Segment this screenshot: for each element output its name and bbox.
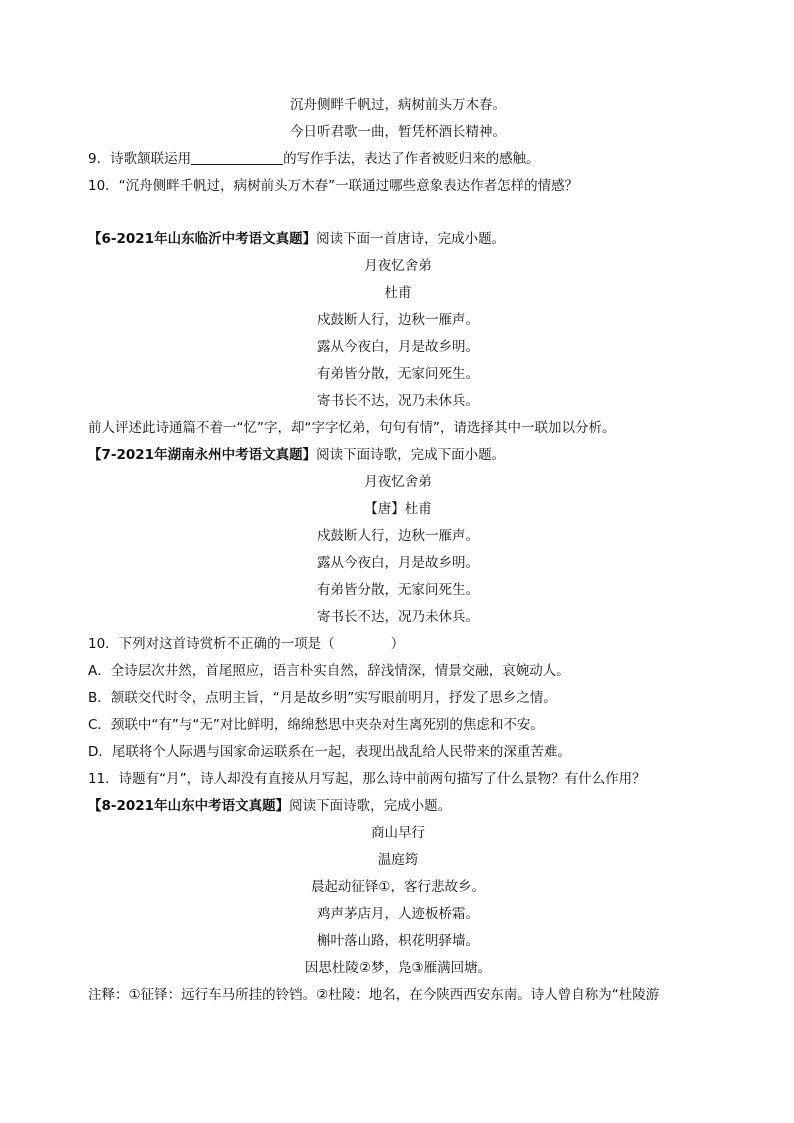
source-tag: 【7-2021年湖南永州中考语文真题】 xyxy=(88,447,317,463)
question-10 xyxy=(88,631,708,658)
section-intro: 阅读下面诗歌，完成下面小题。 xyxy=(316,447,506,463)
source-tag: 【8-2021年山东中考语文真题】 xyxy=(88,798,290,814)
section-header xyxy=(88,226,708,253)
poem-line: 寄书长不达，况乃未休兵。 xyxy=(317,609,479,625)
poem-author: 【唐】杜甫 xyxy=(364,501,432,517)
poem-line: 有弟皆分散，无家问死生。 xyxy=(317,582,479,598)
document-page xyxy=(88,92,708,1009)
poem-line: 沉舟侧畔千帆过，病树前头万木春。 xyxy=(290,97,506,113)
poem-line: 有弟皆分散，无家问死生。 xyxy=(317,366,479,382)
option-b: B．颔联交代时令，点明主旨，“月是故乡明”实写眼前明月，抒发了思乡之情。 xyxy=(88,690,557,706)
poem-author: 温庭筠 xyxy=(377,852,419,868)
question-10-pre: 10．下列对这首诗赏析不正确的一项是（ xyxy=(88,636,335,652)
poem-line: 戍鼓断人行，边秋一雁声。 xyxy=(317,528,479,544)
section-intro: 阅读下面一首唐诗，完成小题。 xyxy=(316,231,506,247)
annotation-note: 注释：①征铎：远行车马所挂的铃铛。②杜陵：地名，在今陕西西安东南。诗人曾自称为“杜陵游 xyxy=(88,987,660,1003)
poem-title: 商山早行 xyxy=(371,825,425,841)
section-intro: 阅读下面诗歌，完成小题。 xyxy=(289,798,452,814)
question-10: 10．“沉舟侧畔千帆过，病树前头万木春”一联通过哪些意象表达作者怎样的情感？ xyxy=(88,178,579,194)
poem-line: 晨起动征铎①，客行悲故乡。 xyxy=(310,879,486,895)
question: 前人评述此诗通篇不着一“忆”字，却“字字忆弟，句句有情”，请选择其中一联加以分析。 xyxy=(88,420,616,436)
option-a: A．全诗层次井然，首尾照应，语言朴实自然，辞浅情深，情景交融，哀婉动人。 xyxy=(88,663,570,679)
poem-title: 月夜忆舍弟 xyxy=(364,474,432,490)
source-tag: 【6-2021年山东临沂中考语文真题】 xyxy=(88,231,317,247)
question-10-post: ） xyxy=(390,636,405,652)
option-d: D．尾联将个人际遇与国家命运联系在一起，表现出战乱给人民带来的深重苦难。 xyxy=(88,744,571,760)
poem-line: 今日听君歌一曲，暂凭杯酒长精神。 xyxy=(290,124,506,140)
question-11: 11．诗题有“月”，诗人却没有直接从月写起，那么诗中前两句描写了什么景物？有什么作用？ xyxy=(88,771,646,787)
poem-line: 鸡声茅店月，人迹板桥霜。 xyxy=(317,906,479,922)
poem-line: 因思杜陵②梦，凫③雁满回塘。 xyxy=(304,960,492,976)
poem-line: 戍鼓断人行，边秋一雁声。 xyxy=(317,312,479,328)
poem-line: 寄书长不达，况乃未休兵。 xyxy=(317,393,479,409)
poem-line: 槲叶落山路，枳花明驿墙。 xyxy=(317,933,479,949)
poem-line: 露从今夜白，月是故乡明。 xyxy=(317,339,479,355)
poem-line: 露从今夜白，月是故乡明。 xyxy=(317,555,479,571)
question-9-pre: 9．诗歌颔联运用 xyxy=(88,151,192,167)
poem-title: 月夜忆舍弟 xyxy=(364,258,432,274)
poem-author: 杜甫 xyxy=(384,285,412,301)
question-9 xyxy=(88,146,708,173)
answer-blank[interactable] xyxy=(191,150,283,165)
option-c: C．颈联中“有”与“无”对比鲜明，绵绵愁思中夹杂对生离死别的焦虑和不安。 xyxy=(88,717,544,733)
question-9-post: 的写作手法，表达了作者被贬归来的感触。 xyxy=(283,151,540,167)
section-header xyxy=(88,793,708,820)
section-header xyxy=(88,442,708,469)
